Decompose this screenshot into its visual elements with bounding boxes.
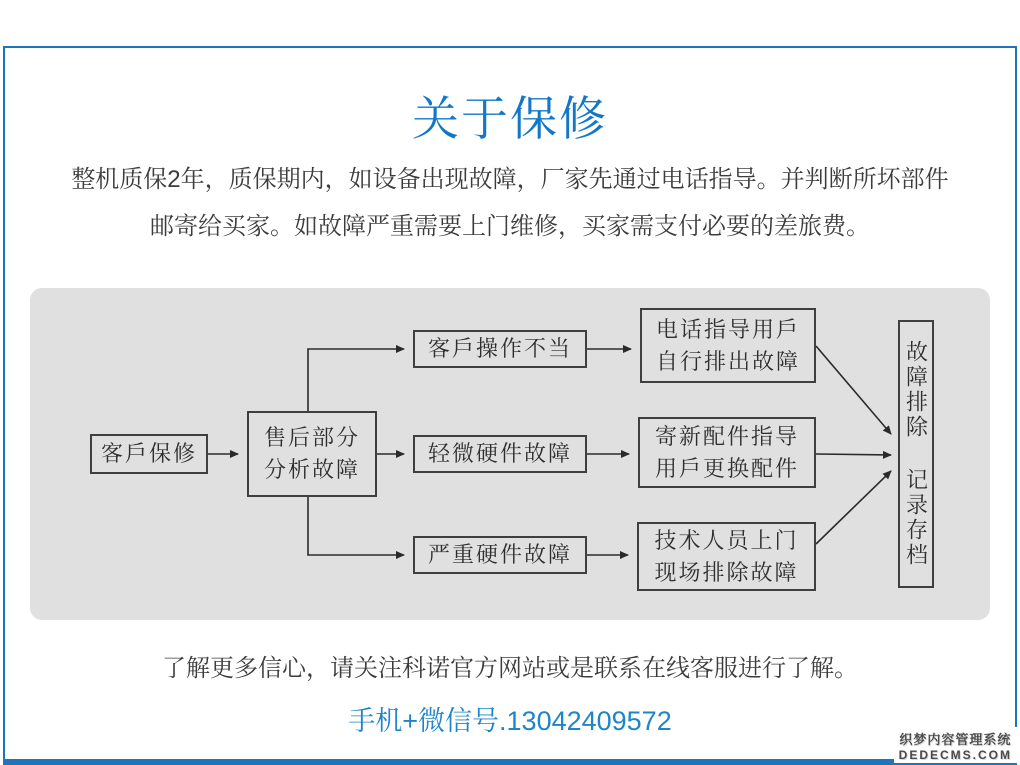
- action-onsite-service-line-1: 技术人员上门: [654, 527, 799, 553]
- record-archive-label: 故障排除 记录存档: [903, 340, 929, 568]
- flow-box-cause-minor-hardware: [413, 435, 587, 473]
- flowchart-panel: [30, 288, 990, 620]
- flow-box-customer-warranty: [90, 434, 208, 474]
- action-onsite-service-line-2: 现场排除故障: [654, 559, 799, 585]
- watermark-line-1: 织梦内容管理系统: [899, 732, 1012, 747]
- page-title: 关于保修: [412, 92, 608, 145]
- flow-box-action-phone-guide: [640, 308, 816, 383]
- aftersales-line-1: 售后部分: [263, 425, 360, 450]
- footer-note: 了解更多信心，请关注科诺官方网站或是联系在线客服进行了解。: [162, 655, 858, 682]
- action-phone-guide-line-2: 自行排出故障: [655, 348, 800, 374]
- dedecms-watermark: [894, 727, 1017, 763]
- intro-paragraph: [0, 156, 1020, 250]
- flow-box-aftersales-analysis: [247, 411, 377, 497]
- cause-minor-hardware-label: 轻微硬件故障: [427, 441, 572, 466]
- flow-box-record-archive: [898, 320, 934, 588]
- contact-phone-wechat: 手机+微信号.13042409572: [348, 706, 672, 736]
- intro-line-1: 整机质保2年，质保期内，如设备出现故障，厂家先通过电话指导。并判断所坏部件: [71, 166, 949, 193]
- flow-box-cause-operation: [413, 330, 587, 368]
- flow-box-cause-severe-hardware: [413, 536, 587, 574]
- action-phone-guide-line-1: 电话指导用戶: [655, 316, 800, 342]
- aftersales-line-2: 分析故障: [263, 457, 360, 482]
- flow-box-action-send-parts: [638, 417, 816, 488]
- action-send-parts-line-1: 寄新配件指导: [654, 423, 799, 449]
- intro-line-2: 邮寄给买家。如故障严重需要上门维修，买家需支付必要的差旅费。: [150, 213, 870, 240]
- flow-box-customer-warranty-label: 客戶保修: [100, 441, 197, 466]
- cause-operation-label: 客戶操作不当: [427, 336, 572, 361]
- watermark-line-2: DEDECMS.COM: [898, 748, 1012, 762]
- cause-severe-hardware-label: 严重硬件故障: [427, 542, 572, 567]
- flow-box-action-onsite-service: [637, 522, 816, 591]
- action-send-parts-line-2: 用戶更换配件: [654, 455, 799, 481]
